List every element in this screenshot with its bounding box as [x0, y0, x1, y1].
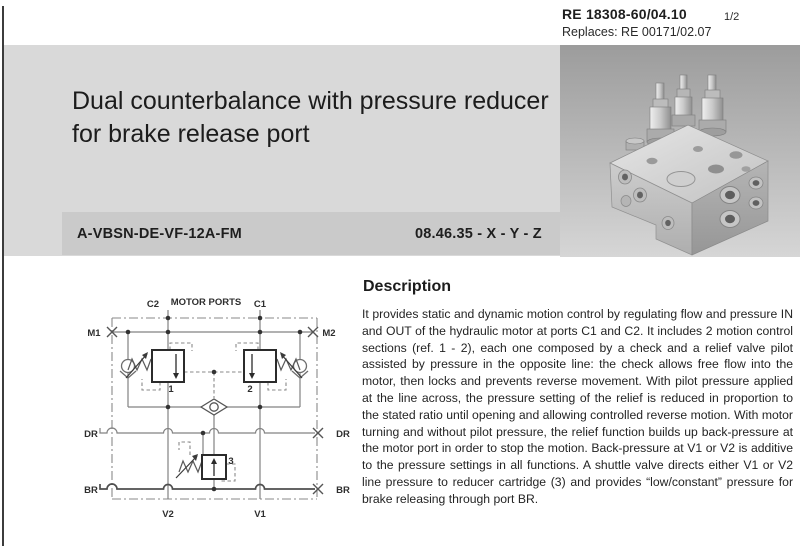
- port-m2: M2: [322, 328, 336, 339]
- port-m1: M1: [87, 328, 101, 339]
- ref-1: 1: [168, 384, 174, 395]
- model-code-row: [62, 212, 560, 255]
- ref-3: 3: [228, 456, 234, 467]
- label-motor-ports: MOTOR PORTS: [170, 297, 242, 308]
- counterbalance-valve-1: [126, 350, 184, 382]
- port-dr-left: DR: [84, 429, 98, 440]
- port-br-right: BR: [336, 485, 350, 496]
- ordering-code: 08.46.35 - X - Y - Z: [415, 225, 542, 242]
- port-v2: V2: [162, 509, 174, 520]
- port-c1: C1: [253, 299, 267, 310]
- port-dr-right: DR: [336, 429, 350, 440]
- hydraulic-schematic: [75, 285, 367, 530]
- page-indicator: 1/2: [724, 11, 740, 23]
- doc-number: RE 18308-60/04.10: [562, 6, 687, 22]
- description-body: It provides static and dynamic motion control by regulating flow and pressure IN and OUT of the hydraulic motor at ports C1 and C2. It includes 2 motion control sections (ref. 1 - 2), each one composed by a check and a relief valve pilot assisted by pressure in the opposite line: the check allows free flow into the motor, then locks and prevents reverse movement. With pilot pressure applied at the line across, the pressure setting of the relief is reduced in proportion to the stated ratio until opening and allowing controlled reverse motion. With motor turning and without pilot pressure, the relief function builds up back-pressure at the motor port in order to stop the motion. Back-pressure at V1 or V2 is additive to the pressure settings in all functions. A shuttle valve directs either V1 or V2 line pressure to reducer cartridge (3) and provides “low/constant” pressure for brake releasing through port BR.: [362, 307, 793, 506]
- shuttle-valve: [201, 399, 227, 415]
- counterbalance-valve-2: [244, 350, 302, 382]
- ref-2: 2: [247, 384, 253, 395]
- product-photo: [560, 45, 800, 257]
- line-br: [100, 484, 315, 489]
- adjust-arrow-3: [176, 456, 197, 478]
- pressure-reducer-valve: [176, 454, 226, 479]
- port-c2: C2: [146, 299, 160, 310]
- page-title: Dual counterbalance with pressure reducer for brake release port: [72, 87, 549, 148]
- model-code: A-VBSN-DE-VF-12A-FM: [77, 225, 242, 242]
- port-br-left: BR: [84, 485, 98, 496]
- port-v1: V1: [254, 509, 266, 520]
- title-band: [4, 45, 560, 256]
- replaces-note: Replaces: RE 00171/02.07: [562, 25, 712, 39]
- line-dr: [100, 428, 315, 433]
- description-heading: Description: [363, 278, 452, 295]
